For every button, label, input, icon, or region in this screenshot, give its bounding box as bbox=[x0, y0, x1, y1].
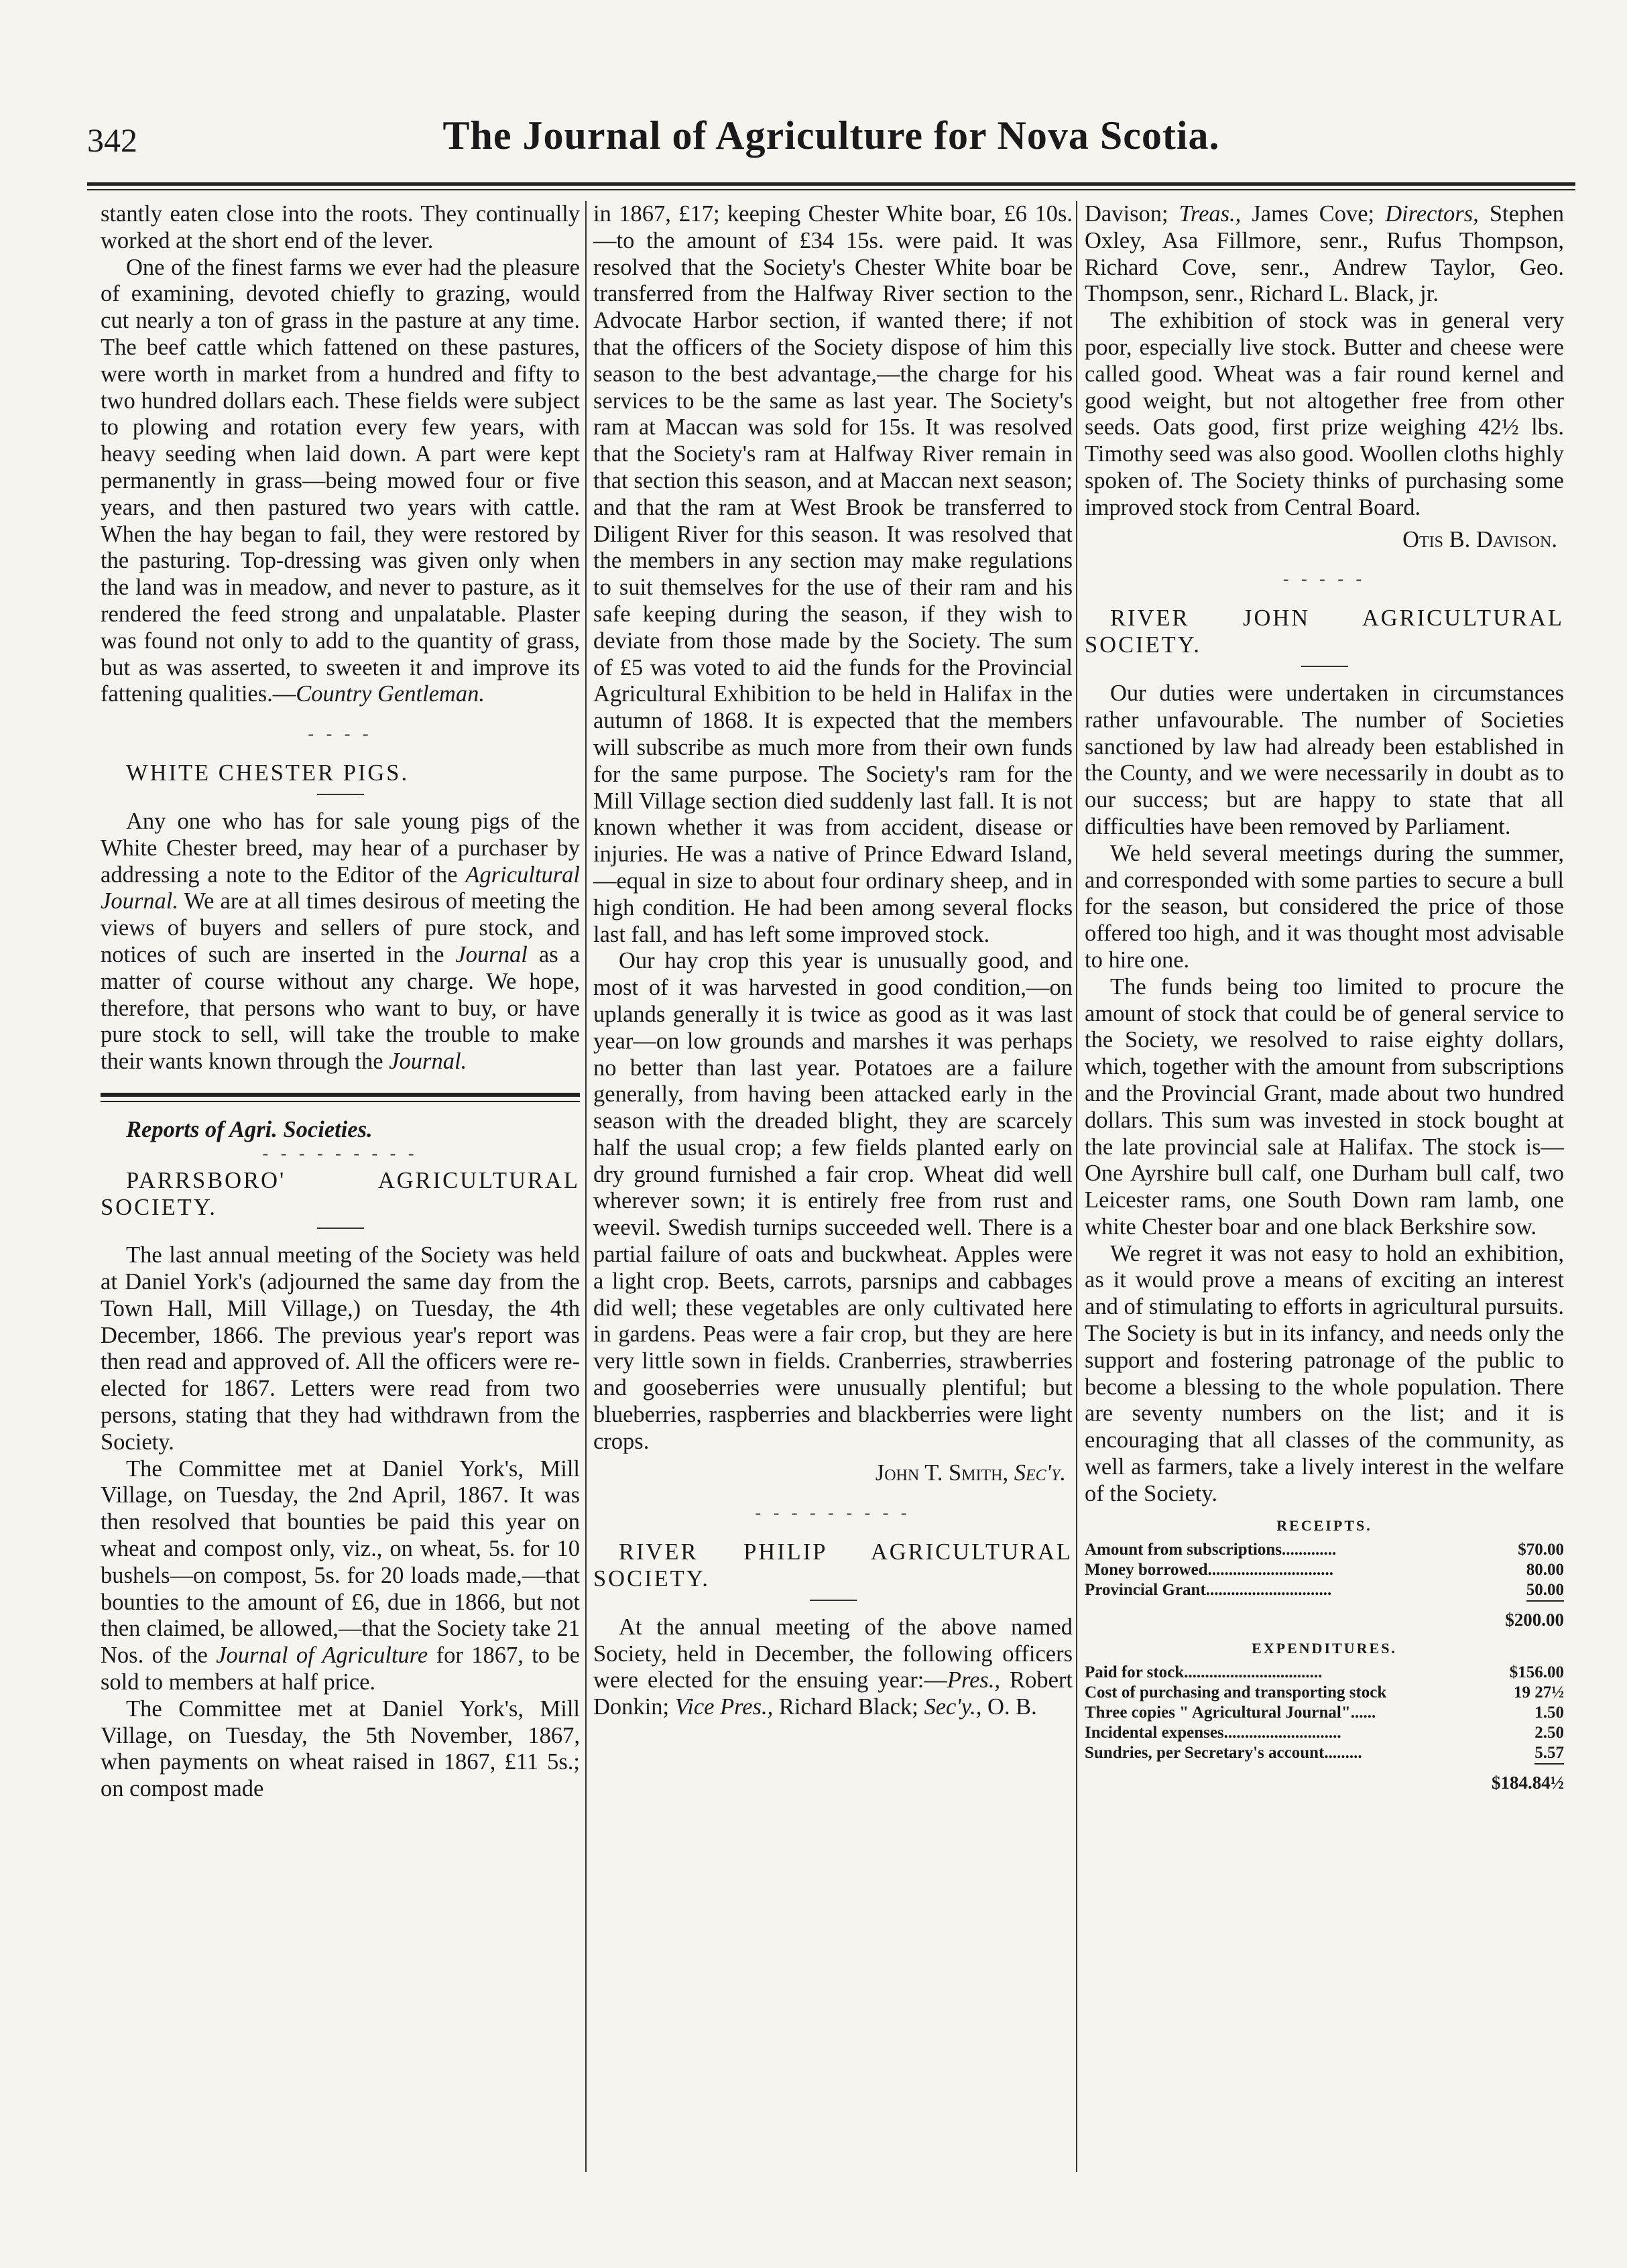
italic-text: Sec'y., bbox=[924, 1694, 982, 1720]
separator: - - - - - - - - - bbox=[262, 1143, 418, 1163]
table-row bbox=[1085, 1743, 1564, 1765]
text: for 1867, to be sold to members at half price. bbox=[101, 1643, 580, 1695]
expenditures-heading: EXPENDITURES. bbox=[1252, 1639, 1397, 1657]
row-amount: 2.50 bbox=[1534, 1723, 1564, 1742]
separator: - - - - bbox=[308, 724, 373, 744]
signature: Otis B. Davison. bbox=[1402, 526, 1557, 552]
italic-text: Journal bbox=[455, 941, 528, 967]
italic-text: Vice Pres., bbox=[674, 1694, 774, 1720]
expenditures-table bbox=[1085, 1663, 1564, 1765]
column-2 bbox=[593, 201, 1073, 2179]
signature bbox=[593, 1460, 1066, 1487]
text: James Cove; bbox=[1241, 201, 1386, 227]
row-label: Three copies " Agricultural Journal"...... bbox=[1085, 1703, 1376, 1722]
receipts-total: $200.00 bbox=[1505, 1609, 1564, 1630]
paragraph bbox=[101, 1456, 580, 1696]
journal-title: The Journal of Agriculture for Nova Scotia. bbox=[442, 113, 1220, 158]
paragraph bbox=[101, 255, 580, 709]
row-label: Sundries, per Secretary's account......... bbox=[1085, 1743, 1362, 1762]
text: Stephen Oxley, Asa Fillmore, senr., Rufus Thompson, Richard Cove, senr., Andrew Taylor, Geo. Thompson, senr., Richard L. Black, jr. bbox=[1085, 201, 1564, 307]
row-amount: 19 27½ bbox=[1514, 1683, 1564, 1702]
table-row bbox=[1085, 1683, 1564, 1703]
text: The Committee met at Daniel York's, Mill Village, on Tuesday, the 2nd April, 1867. It was then resolved that bounties be paid this year on wheat and compost only, viz., on wheat, 5s. for 10 bushels—on compost, 5s. for 20 loads made,—that bounties to the amount of £6, due in 1866, but not then claimed, be allowed,—that the Society take 21 Nos. of the bbox=[101, 1455, 580, 1669]
row-label: Cost of purchasing and transporting stock bbox=[1085, 1683, 1387, 1702]
heading-rule bbox=[317, 1228, 364, 1229]
row-amount: 5.57 bbox=[1534, 1743, 1564, 1765]
paragraph: We held several meetings during the summer, and corresponded with some parties to secure a bull for the season, but considered the price of those offered too high, and it was thought most advisable to hire one. bbox=[1085, 840, 1564, 973]
receipts-heading: RECEIPTS. bbox=[1276, 1516, 1372, 1534]
paragraph bbox=[1085, 201, 1564, 308]
separator: - - - - - bbox=[1282, 569, 1366, 589]
heading-rule bbox=[1301, 666, 1348, 667]
italic-text: Journal of Agriculture bbox=[216, 1643, 428, 1669]
paragraph: Our hay crop this year is unusually good, and most of it was harvested in good condition,—on uplands generally it is twice as good as it was last year—on low grounds and marshes it was perhaps no better than last year. Potatoes are a failure generally, from having been attacked early in the season with the dreaded blight, they are scarcely half the usual crop; a few fields planted early on dry ground furnished a fair crop. Wheat did well wherever sown; it is entirely free from rust and weevil. Swedish turnips succeeded well. There is a partial failure of oats and buckwheat. Apples were a light crop. Beets, carrots, parsnips and cabbages did well; these vegetables are only cultivated here in gardens. Peas were a fair crop, but they are here very little sown in fields. Cranberries, strawberries and gooseberries were unusually plentiful; but blueberries, raspberries and blackberries were light crops. bbox=[593, 948, 1073, 1454]
paragraph: The Committee met at Daniel York's, Mill Village, on Tuesday, the 5th November, 1867, when payments on wheat raised in 1867, £11 5s.; on compost made bbox=[101, 1695, 580, 1802]
column-divider-2 bbox=[1076, 201, 1077, 2172]
table-row bbox=[1085, 1663, 1564, 1683]
paragraph bbox=[593, 1614, 1073, 1721]
column-1 bbox=[101, 201, 580, 2179]
text: Davison; bbox=[1085, 201, 1179, 227]
table-row bbox=[1085, 1580, 1564, 1602]
row-label: Amount from subscriptions............. bbox=[1085, 1540, 1337, 1559]
row-amount: 1.50 bbox=[1534, 1703, 1564, 1722]
row-label: Incidental expenses............................ bbox=[1085, 1723, 1341, 1742]
italic-text: Directors, bbox=[1385, 201, 1479, 227]
column-divider-1 bbox=[585, 201, 587, 2172]
row-amount: 50.00 bbox=[1526, 1580, 1564, 1602]
paragraph-text: One of the finest farms we ever had the pleasure of examining, devoted chiefly to grazing, would cut nearly a ton of grass in the pasture at any time. The beef cattle which fattened on these pastures, were worth in market from a hundred and fifty to two hundred dollars each. These fields were subject to plowing and rotation every few years, with heavy seeding when laid down. A part were kept permanently in grass—being mowed four or five years, and then pastured two years with cattle. When the hay began to fail, they were restored by the pasturing. Top-dressing was given only when the land was in meadow, and never to pasture, as it rendered the feed strong and unpalatable. Plaster was found not only to add to the quantity of grass, but as was asserted, to sweeten it and improve its fattening qualities.— bbox=[101, 254, 580, 707]
table-row bbox=[1085, 1560, 1564, 1580]
text: as a matter of course without any charge. We hope, therefore, that persons who want to buy, or have pure stock to sell, will take the trouble to make their wants known through the bbox=[101, 941, 580, 1075]
page-header bbox=[87, 107, 1575, 174]
italic-text: Treas., bbox=[1179, 201, 1242, 227]
italic-text: Pres., bbox=[947, 1667, 1001, 1693]
article-heading: WHITE CHESTER PIGS. bbox=[126, 760, 410, 786]
section-rule bbox=[101, 1093, 580, 1097]
article-heading: PARRSBORO' AGRICULTURAL SOCIETY. bbox=[101, 1167, 580, 1220]
article-heading: RIVER JOHN AGRICULTURAL SOCIETY. bbox=[1085, 605, 1564, 658]
text: At the annual meeting of the above named Society, held in December, the following officers were elected for the ensuing year:— bbox=[593, 1614, 1073, 1693]
page-number: 342 bbox=[87, 121, 137, 159]
expenditures-total: $184.84½ bbox=[1492, 1772, 1564, 1793]
receipts-table bbox=[1085, 1540, 1564, 1602]
paragraph: Our duties were undertaken in circumstances rather unfavourable. The number of Societies sanctioned by law had already been established in the County, and we were necessarily in doubt as to our success; but are happy to state that all difficulties have been removed by Parliament. bbox=[1085, 680, 1564, 839]
paragraph: We regret it was not easy to hold an exhibition, as it would prove a means of exciting an interest and of stimulating to efforts in agricultural pursuits. The Society is but in its infancy, and needs only the support and fostering patronage of the public to become a blessing to the whole population. There are seventy numbers on the list; and it is encouraging that all classes of the community, as well as farmers, take a lively interest in the welfare of the Society. bbox=[1085, 1240, 1564, 1506]
paragraph: The funds being too limited to procure the amount of stock that could be of general service to the Society, we resolved to raise eighty dollars, which, together with the amount from subscriptions and the Provincial Grant, made about two hundred dollars. This sum was invested in stock bought at the late provincial sale at Halifax. The stock is—One Ayrshire bull calf, one Durham bull calf, two Leicester rams, one South Down ram lamb, one white Chester boar and one black Berkshire sow. bbox=[1085, 973, 1564, 1240]
source-citation: Country Gentleman. bbox=[296, 681, 485, 707]
row-amount: $70.00 bbox=[1518, 1540, 1564, 1559]
header-rule-top bbox=[87, 182, 1575, 186]
text: We are at all times desirous of meeting the views of buyers and sellers of pure stock, and notices of such are inserted in the bbox=[101, 888, 580, 967]
signature-name: John T. Smith, bbox=[875, 1460, 1014, 1486]
italic-text: Journal. bbox=[389, 1049, 467, 1075]
section-rule-thin bbox=[101, 1101, 580, 1102]
paragraph: The last annual meeting of the Society was held at Daniel York's (adjourned the same day from the Town Hall, Mill Village,) on Tuesday, the 4th December, 1866. The previous year's report was then read and approved of. All the officers were re-elected for 1867. Letters were read from two persons, stating that they had withdrawn from the Society. bbox=[101, 1242, 580, 1455]
text: O. B. bbox=[981, 1694, 1037, 1720]
paragraph: in 1867, £17; keeping Chester White boar, £6 10s.—to the amount of £34 15s. were paid. It was resolved that the Society's Chester White boar be transferred from the Halfway River section to the Advocate Harbor section, if wanted there; if not that the officers of the Society dispose of him this season to the best advantage,—the charge for his services to be the same as last year. The Society's ram at Maccan was sold for 15s. It was resolved that the Society's ram at Halfway River remain in that section this season, and at Maccan next season; and that the ram at West Brook be transferred to Diligent River for this season. It was resolved that the members in any section may make regulations to suit themselves for the use of their ram and his safe keeping during the season, if they wish to deviate from those made by the Society. The sum of £5 was voted to aid the funds for the Provincial Agricultural Exhibition to be held in Halifax in the autumn of 1868. It is expected that the members will subscribe as much more from their own funds for the same purpose. The Society's ram for the Mill Village section died suddenly last fall. It is not known whether it was from accident, disease or injuries. He was a native of Prince Edward Island,—equal in size to about four ordinary sheep, and in high condition. He had been among several flocks last fall, and has left some improved stock. bbox=[593, 201, 1073, 947]
table-row bbox=[1085, 1703, 1564, 1723]
column-3 bbox=[1085, 201, 1564, 2179]
row-label: Provincial Grant.............................. bbox=[1085, 1580, 1332, 1599]
heading-rule bbox=[317, 794, 364, 795]
italic-text: Agricultural Journal. bbox=[101, 861, 580, 914]
table-row bbox=[1085, 1540, 1564, 1560]
row-label: Money borrowed.............................. bbox=[1085, 1560, 1334, 1579]
signature-title: Sec'y. bbox=[1014, 1460, 1066, 1486]
paragraph bbox=[101, 809, 580, 1075]
text: Richard Black; bbox=[773, 1694, 924, 1720]
row-label: Paid for stock................................. bbox=[1085, 1663, 1323, 1681]
text: Any one who has for sale young pigs of the White Chester breed, may hear of a purchaser by addressing a note to the Editor of the bbox=[101, 808, 580, 888]
heading-rule bbox=[810, 1600, 857, 1601]
table-row bbox=[1085, 1723, 1564, 1743]
paragraph: The exhibition of stock was in general very poor, especially live stock. Butter and cheese were called good. Wheat was a fair round kernel and good weight, but not altogether free from other seeds. Oats good, first prize weighing 42½ lbs. Timothy seed was also good. Woollen cloths highly spoken of. The Society thinks of purchasing some improved stock from Central Board. bbox=[1085, 308, 1564, 520]
text: Robert Donkin; bbox=[593, 1667, 1073, 1720]
header-rule-bottom bbox=[87, 189, 1575, 190]
article-heading: RIVER PHILIP AGRICULTURAL SOCIETY. bbox=[593, 1539, 1073, 1592]
paragraph: stantly eaten close into the roots. They continually worked at the short end of the lever. bbox=[101, 201, 580, 253]
separator: - - - - - - - - - bbox=[755, 1503, 911, 1523]
row-amount: 80.00 bbox=[1526, 1560, 1564, 1579]
row-amount: $156.00 bbox=[1509, 1663, 1564, 1681]
section-heading: Reports of Agri. Societies. bbox=[126, 1116, 373, 1142]
